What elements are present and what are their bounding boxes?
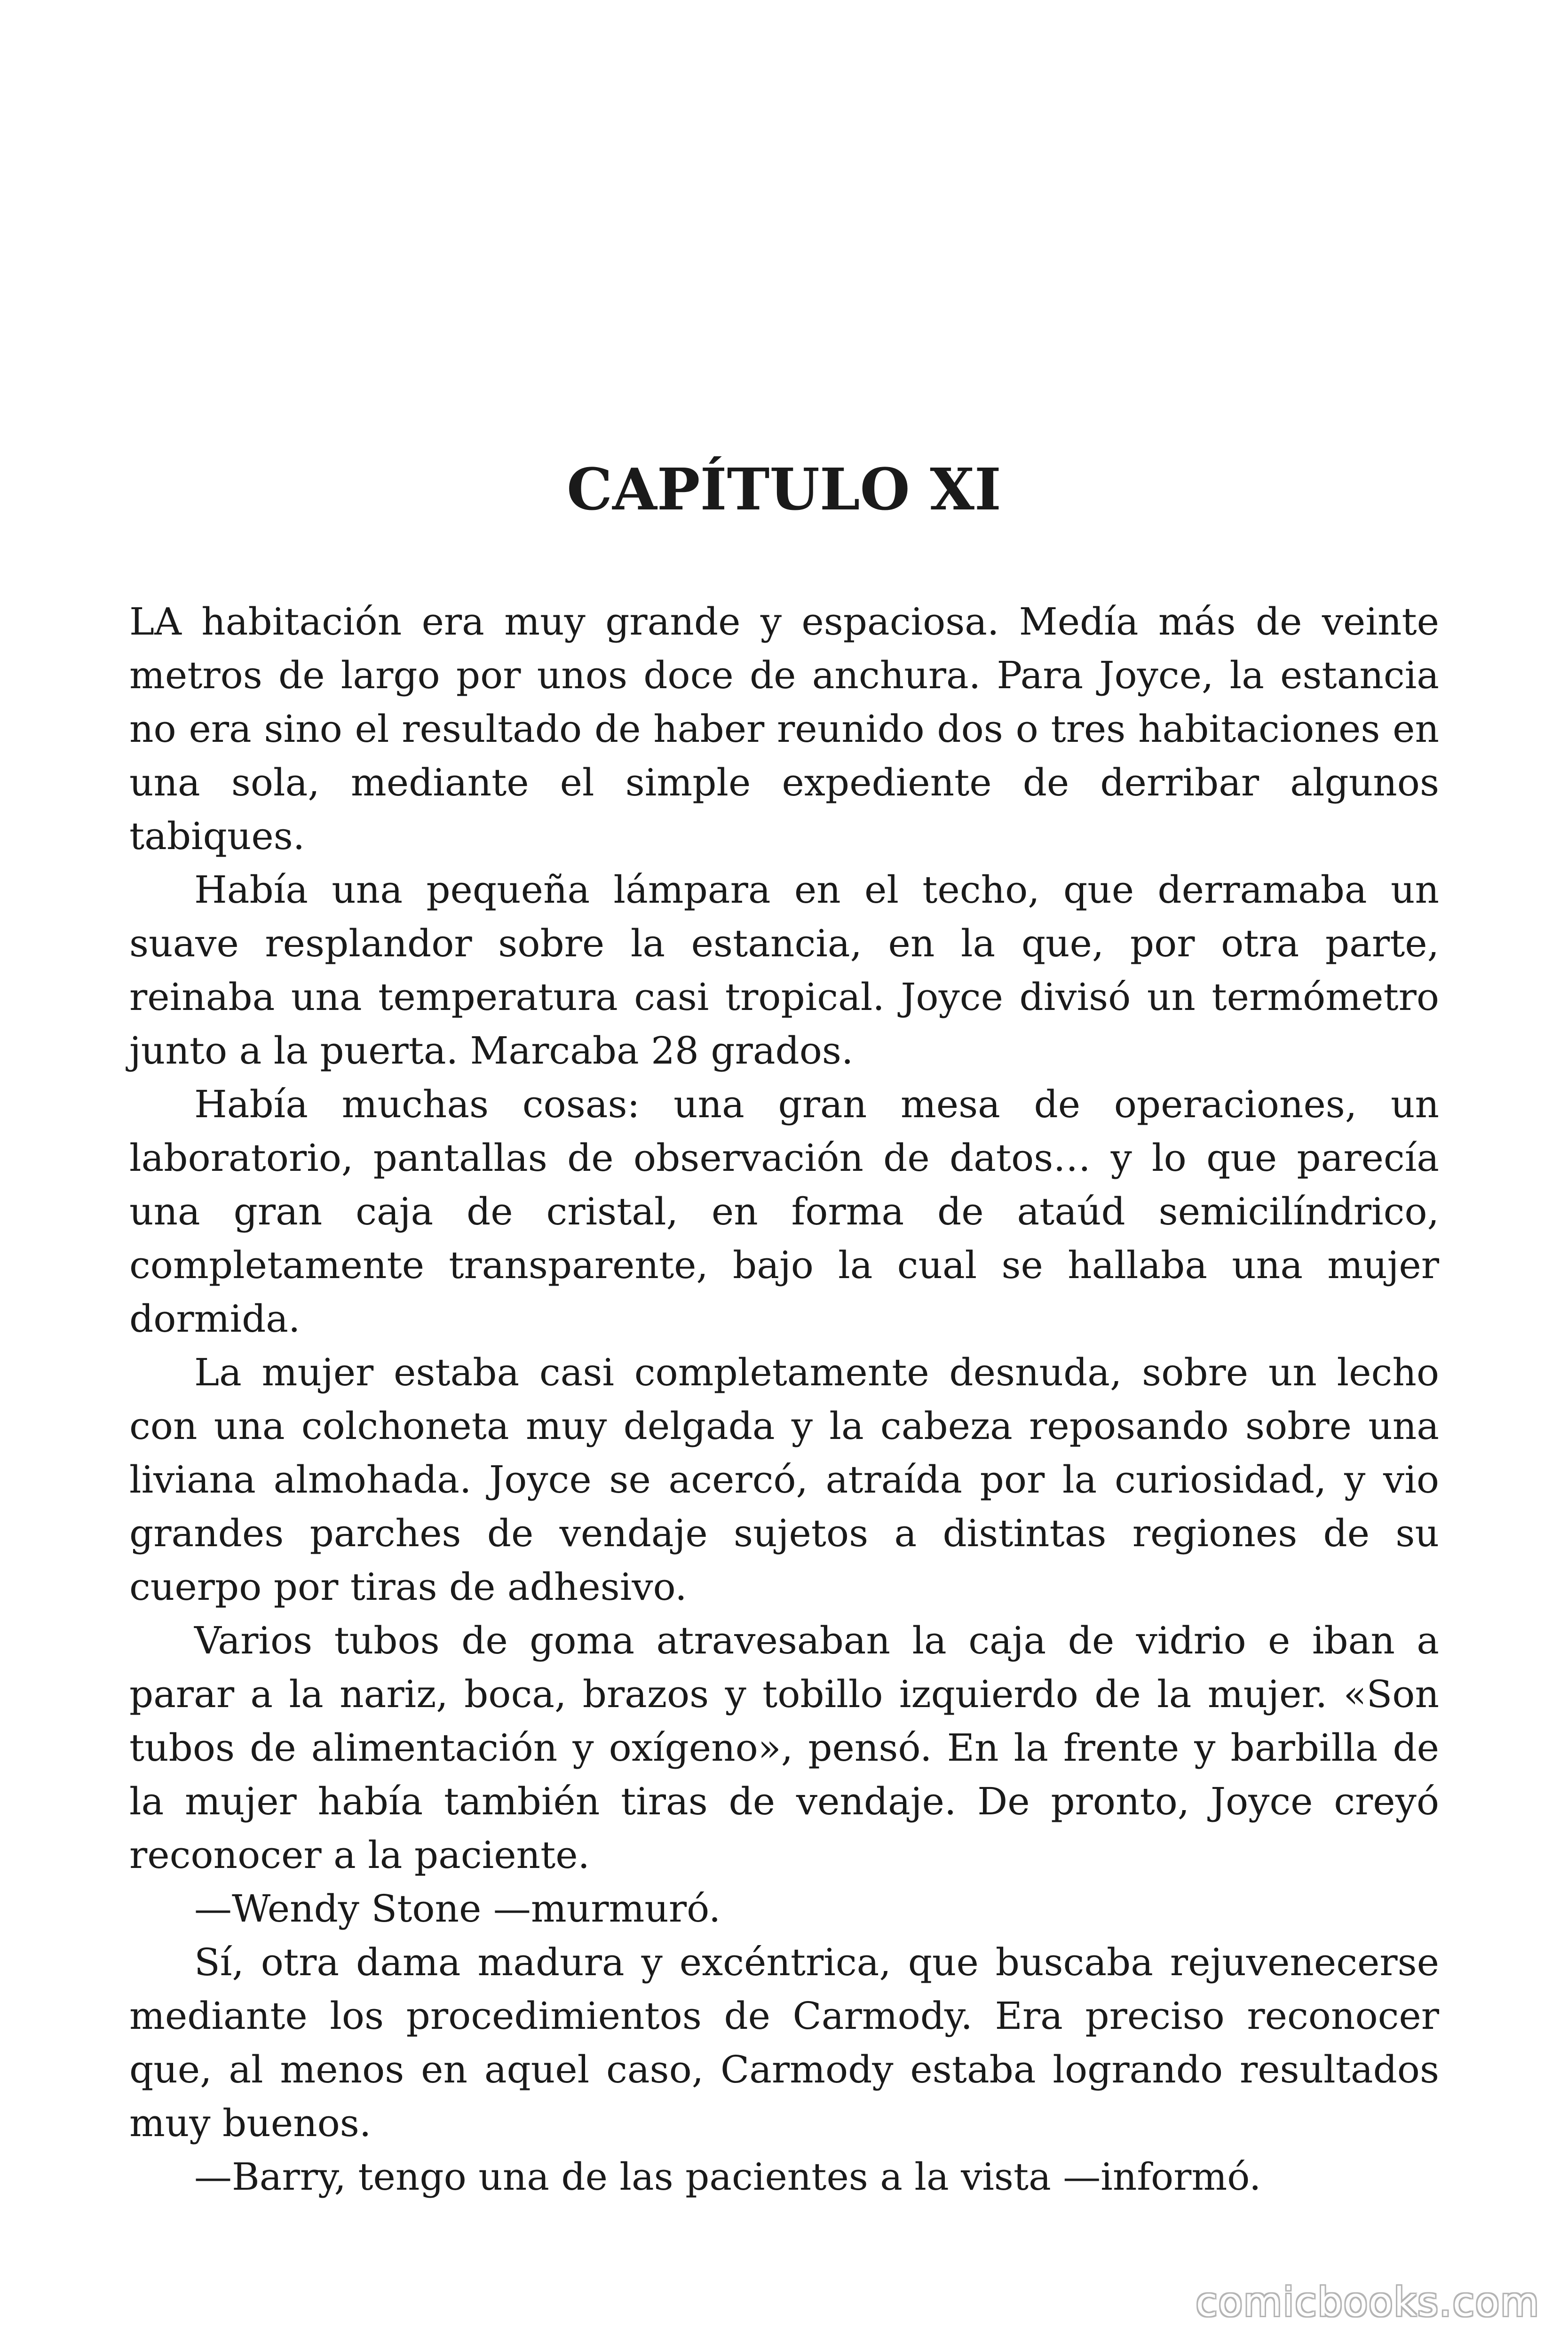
paragraph: La mujer estaba casi completamente desnuda, sobre un lecho con una colchoneta muy delgada y la cabeza reposando sobre una liviana almohada. Joyce se acercó, atraída por la curiosidad, y vio grandes parches de vendaje sujetos a distintas regiones de su cuerpo por tiras de adhesivo. bbox=[129, 1351, 1439, 1609]
chapter-title: CAPÍTULO XI bbox=[567, 455, 1001, 523]
paragraph: Varios tubos de goma atravesaban la caja de vidrio e iban a parar a la nariz, boca, brazos y tobillo izquierdo de la mujer. «Son tubos de alimentación y oxígeno», pensó. En la frente y barbilla de la mujer había también tiras de vendaje. De pronto, Joyce creyó reconocer a la paciente. bbox=[129, 1619, 1439, 1877]
paragraph: Había una pequeña lámpara en el techo, que derramaba un suave resplandor sobre la estancia, en la que, por otra parte, reinaba una temperatura casi tropical. Joyce divisó un termómetro junto a la puerta. Marcaba 28 grados. bbox=[129, 868, 1439, 1073]
dialogue-line: —Wendy Stone —murmuró. bbox=[194, 1887, 721, 1931]
paragraph: LA habitación era muy grande y espaciosa. Medía más de veinte metros de largo por unos doce de anchura. Para Joyce, la estancia no era sino el resultado de haber reunido dos o tres habitaciones en una sola, mediante el simple expediente de derribar algunos tabiques. bbox=[129, 600, 1439, 858]
dialogue-line: —Barry, tengo una de las pacientes a la vista —informó. bbox=[194, 2155, 1261, 2199]
paragraph: Sí, otra dama madura y excéntrica, que buscaba rejuvenecerse mediante los procedimientos de Carmody. Era preciso reconocer que, al menos en aquel caso, Carmody estaba logrando resultados muy buenos. bbox=[129, 1940, 1439, 2145]
chapter-body bbox=[129, 595, 1439, 2204]
paragraph: Había muchas cosas: una gran mesa de operaciones, un laboratorio, pantallas de observación de datos… y lo que parecía una gran caja de cristal, en forma de ataúd semicilíndrico, completamente transparente, bajo la cual se hallaba una mujer dormida. bbox=[129, 1082, 1439, 1341]
watermark: comicbooks.com bbox=[1196, 2279, 1540, 2325]
